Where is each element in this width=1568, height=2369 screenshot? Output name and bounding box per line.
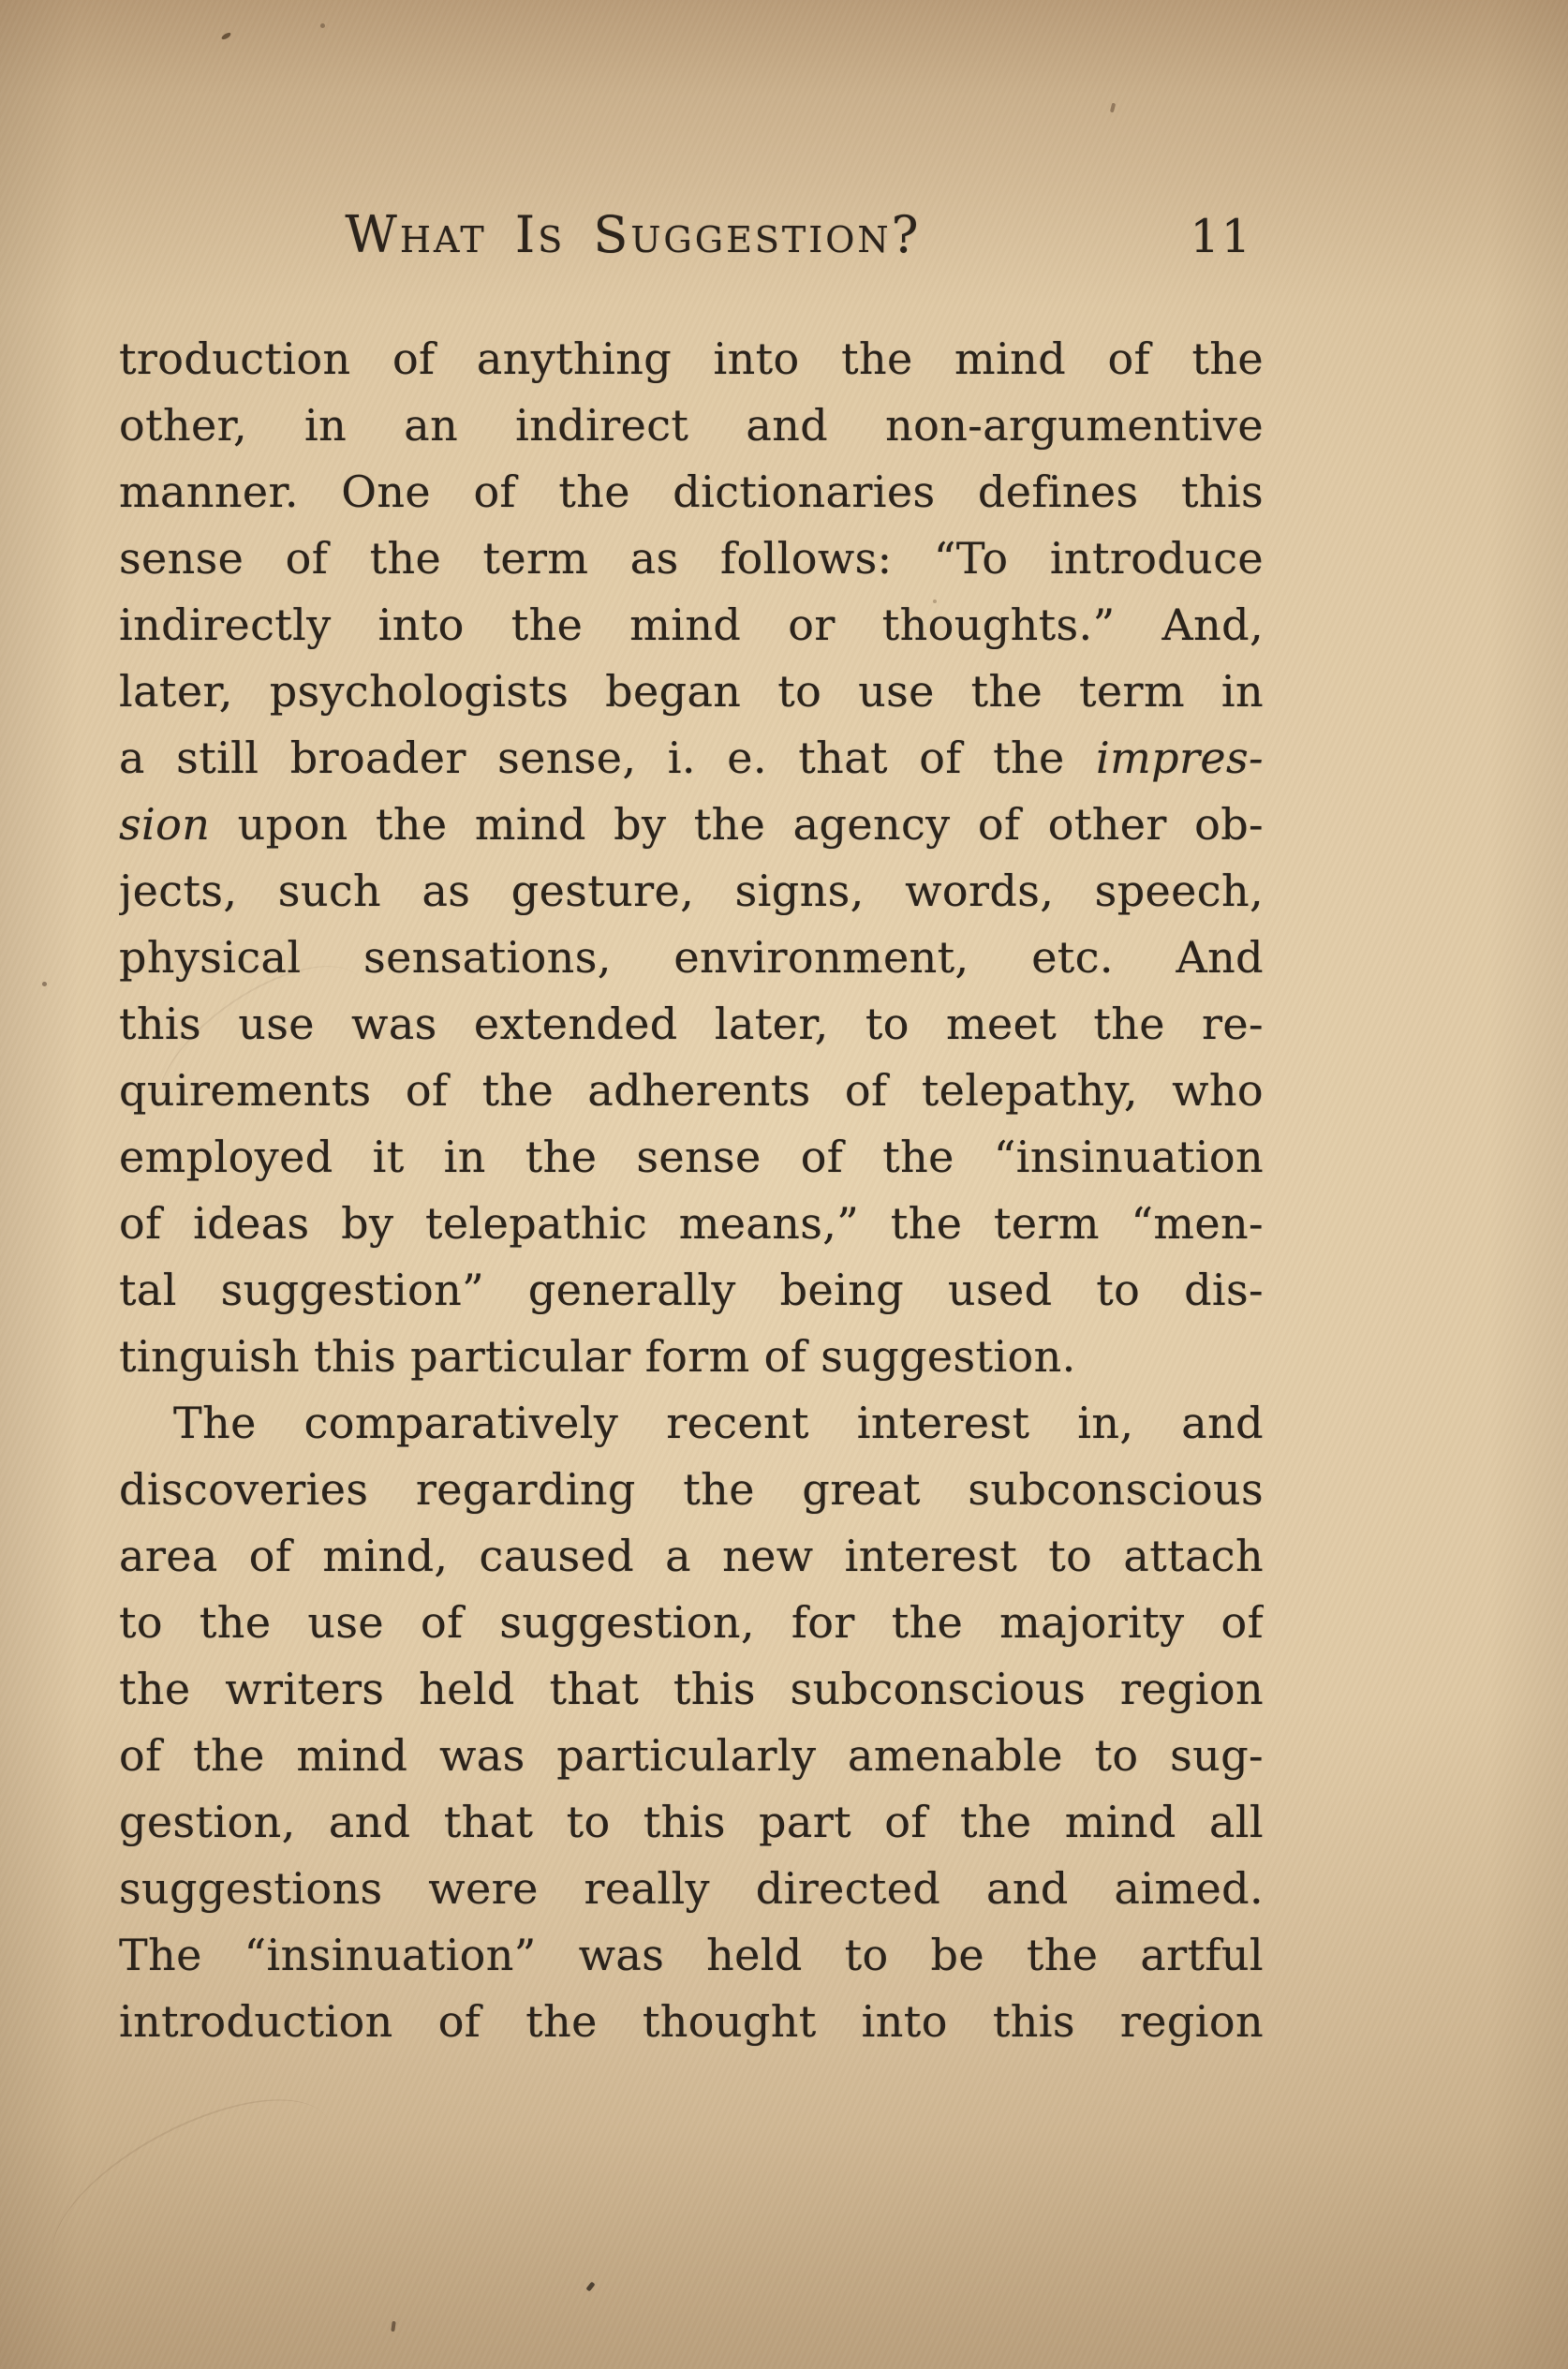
text-line: [119, 1922, 1264, 1989]
text-line: [119, 459, 1264, 526]
text-line: [119, 1191, 1264, 1257]
text-segment: The “insinuation” was held to be the artful: [119, 1930, 1264, 1980]
text-segment: manner. One of the dictionaries defines this: [119, 466, 1264, 517]
text-line: [119, 792, 1264, 858]
text-line: [119, 1523, 1264, 1590]
text-line: [119, 526, 1264, 592]
text-line: [119, 392, 1264, 459]
text-line: [119, 1856, 1264, 1922]
text-segment: employed it in the sense of the “insinuation: [119, 1132, 1264, 1182]
text-line: [119, 1590, 1264, 1656]
text-line: [119, 858, 1264, 925]
italic-text-segment: sion: [119, 799, 211, 850]
text-segment: the writers held that this subconscious region: [119, 1664, 1264, 1714]
paper-speck: [320, 23, 325, 28]
text-segment: discoveries regarding the great subconscious: [119, 1464, 1264, 1515]
text-line: [119, 1656, 1264, 1723]
paper-speck: [391, 2321, 395, 2332]
text-segment: of the mind was particularly amenable to sug-: [119, 1730, 1264, 1781]
text-line: [119, 1124, 1264, 1191]
text-line: [119, 1390, 1264, 1457]
text-line: [119, 725, 1264, 792]
paper-scratch: [24, 2062, 360, 2324]
text-segment: tinguish this particular form of suggestion.: [119, 1331, 1076, 1382]
text-segment: gestion, and that to this part of the mind all: [119, 1797, 1264, 1847]
running-title: What Is Suggestion?: [345, 205, 922, 264]
text-line: [119, 1257, 1264, 1324]
text-line: [119, 592, 1264, 659]
text-segment: upon the mind by the agency of other ob-: [210, 799, 1264, 850]
paper-speck: [585, 2282, 595, 2292]
text-segment: sense of the term as follows: “To introduce: [119, 533, 1264, 584]
text-segment: to the use of suggestion, for the majority of: [119, 1597, 1264, 1648]
text-line: [119, 1324, 1264, 1390]
text-segment: introduction of the thought into this region: [119, 1996, 1264, 2047]
italic-text-segment: impres-: [1096, 733, 1264, 783]
text-segment: this use was extended later, to meet the re-: [119, 999, 1264, 1049]
text-line: [119, 1789, 1264, 1856]
text-segment: tal suggestion” generally being used to dis-: [119, 1265, 1264, 1315]
text-segment: jects, such as gesture, signs, words, speech,: [119, 866, 1264, 916]
paper-speck: [42, 982, 47, 986]
page-header: [119, 204, 1264, 272]
text-line: [119, 659, 1264, 725]
page-body: [119, 326, 1264, 2055]
text-segment: indirectly into the mind or thoughts.” And,: [119, 600, 1264, 650]
text-segment: a still broader sense, i. e. that of the: [119, 733, 1097, 783]
text-segment: later, psychologists began to use the term in: [119, 666, 1264, 717]
text-segment: area of mind, caused a new interest to attach: [119, 1531, 1264, 1581]
paper-speck: [933, 600, 937, 603]
text-segment: The comparatively recent interest in, and: [173, 1398, 1264, 1448]
text-line: [119, 1989, 1264, 2055]
text-line: [119, 1723, 1264, 1789]
text-segment: troduction of anything into the mind of the: [119, 333, 1264, 384]
text-segment: physical sensations, environment, etc. And: [119, 932, 1264, 983]
paper-speck: [221, 31, 232, 40]
paper-speck: [1110, 103, 1116, 113]
page-number: 11: [1190, 210, 1252, 263]
text-line: [119, 326, 1264, 392]
text-segment: other, in an indirect and non-argumentive: [119, 400, 1264, 451]
text-segment: of ideas by telepathic means,” the term “men-: [119, 1198, 1264, 1249]
paper-speck: [1220, 1416, 1223, 1420]
text-line: [119, 1457, 1264, 1523]
text-segment: quirements of the adherents of telepathy, who: [119, 1065, 1264, 1116]
text-segment: suggestions were really directed and aimed.: [119, 1863, 1264, 1914]
